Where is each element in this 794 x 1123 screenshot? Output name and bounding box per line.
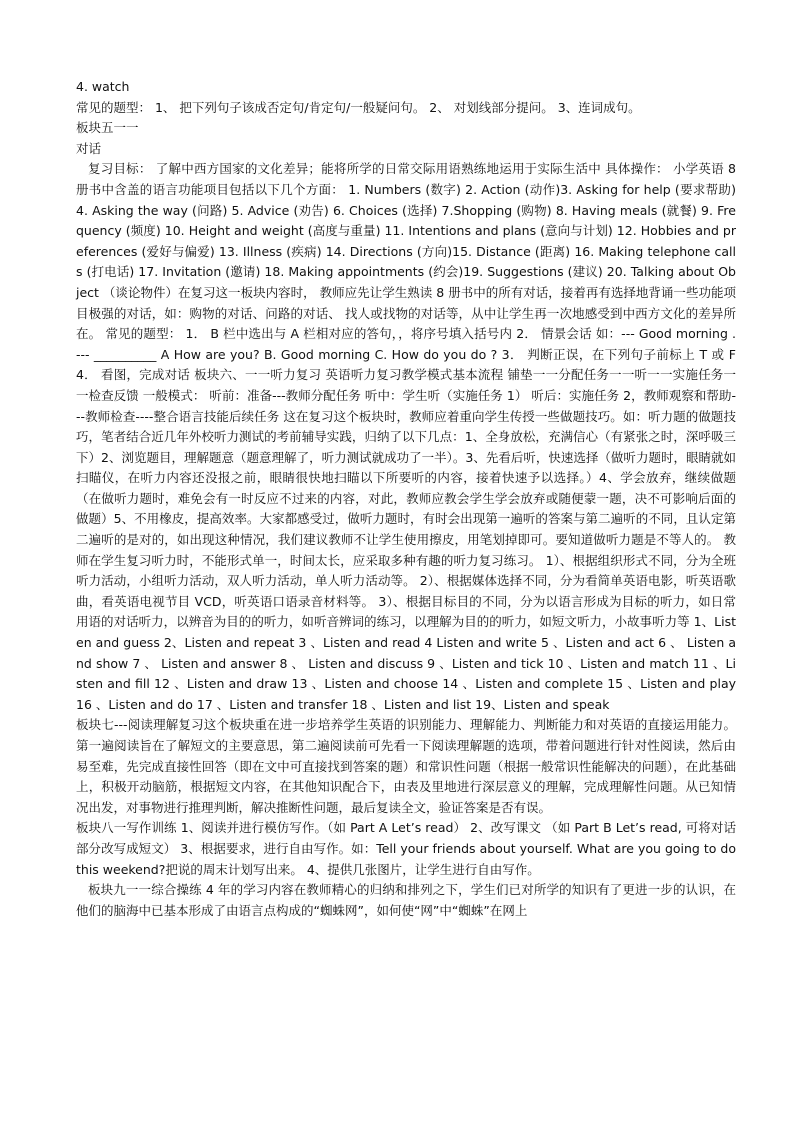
item-watch: 4. watch bbox=[76, 79, 130, 94]
comprehensive-practice-paragraph: 板块九一一综合操练 4 年的学习内容在教师精心的归纳和排列之下，学生们已对所学的知识有了更进一步的认识，在他们的脑海中已基本形成了由语言点构成的“蜘蛛网”，如何使“网”中“蜘蛛”在网上 bbox=[76, 882, 736, 918]
document-page bbox=[76, 77, 736, 921]
question-types-line: 常见的题型： 1、 把下列句子该成否定句/肯定句/一般疑问句。 2、 对划线部分提问。 3、连词成句。 bbox=[76, 99, 641, 115]
dialog-review-paragraph: 复习目标： 了解中西方国家的文化差异；能将所学的日常交际用语熟练地运用于实际生活中 具体操作： 小学英语 8 册书中含盖的语言功能项目包括以下几个方面： 1. Numbers (数字) 2. Action (动作)3. Asking for help (要求帮助) 4. Asking the way (问路) 5. Advice (劝告) 6. Choices (选择) 7.Shopping (购物) 8. Having meals (就餐) 9. Frequency (频度) 10. Height and weight (高度与重量) 11. Intentions and plans (意向与计划) 12. Hobbies and preferences (爱好与偏爱) 13. Illness (疾病) 14. Directions (方向)15. Distance (距离) 16. Making telephone calls (打电话) 17. Invitation (邀请) 18. Making appointments (约会)19. Suggestions (建议) 20. Talking about Object （谈论物件）在复习这一板块内容时， 教师应先让学生熟读 8 册书中的所有对话，接着再有选择地背诵一些功能项目极强的对话，如：购物的对话、问路的对话、 找人或找物的对话等，从中让学生再一次地感受到中西方文化的差异所在。 常见的题型： 1． B 栏中选出与 A 栏相对应的答句，，将序号填入括号内 2． 情景会话 如：--- Good morning . --- __________ A How are you? B. Good morning C. How do you do ? 3． 判断正误，在下列句子前标上 T 或 F 4． 看图，完成对话 板块六、一一听力复习 英语听力复习教学模式基本流程 铺垫一一分配任务一一听一一实施任务一一检查反馈 一般模式： 听前：准备---教师分配任务 听中：学生听（实施任务 1） 听后：实施任务 2，教师观察和帮助---教师检查----整合语言技能后续任务 这在复习这个板块时，教师应着重向学生传授一些做题技巧。如：听力题的做题技巧，笔者结合近几年外校听力测试的考前辅导实践，归纳了以下几点：1、全身放松，充满信心（有紧张之时，深呼吸三下）2、浏览题目，理解题意（题意理解了，听力测试就成功了一半）。3、先看后听，快速选择（做听力题时，眼睛就如扫瞄仪，在听力内容还没报之前，眼睛很快地扫瞄以下所要听的内容，接着快速予以选择。）4、学会放弃，继续做题（在做听力题时，难免会有一时反应不过来的内容，对此，教师应教会学生学会放弃或随便蒙一题，决不可影响后面的做题）5、不用橡皮，提高效率。大家都感受过，做听力题时，有时会出现第一遍听的答案与第二遍听的不同，且认定第二遍听的是对的，如出现这种情况，我们建议教师不让学生使用擦皮，用笔划掉即可。要知道做听力题是不等人的。 教师在学生复习听力时，不能形式单一，时间太长，应采取多种有趣的听力复习练习。 1）、根据组织形式不同，分为全班听力活动，小组听力活动，双人听力活动，单人听力活动等。 2）、根据媒体选择不同，分为看简单英语电影，听英语歌曲，看英语电视节目 VCD，听英语口语录音材料等。 3）、根据目标目的不同，分为以语言形成为目标的听力，如日常用语的对话听力，以辨音为目的的听力，如听音辨词的练习，以理解为目的的听力，如短文听力，小故事听力等 1、Listen and guess 2、Listen and repeat 3 、Listen and read 4 Listen and write 5 、Listen and act 6 、 Listen and show 7 、 Listen and answer 8 、 Listen and discuss 9 、Listen and tick 10 、Listen and match 11 、Listen and fill 12 、Listen and draw 13 、Listen and choose 14 、Listen and complete 15 、Listen and play 16 、Listen and do 17 、Listen and transfer 18 、Listen and list 19、Listen and speak bbox=[76, 161, 736, 712]
reading-review-paragraph: 板块七---阅读理解复习这个板块重在进一步培养学生英语的识别能力、理解能力、判断能力和对英语的直接运用能力。第一遍阅读旨在了解短文的主要意思，第二遍阅读前可先看一下阅读理解题的选项，带着问题进行针对性阅读，然后由易至难，先完成直接性回答（即在文中可直接找到答案的题）和常识性问题（根据一般常识性能解决的问题），在此基础上，积极开动脑筋，根据短文内容，在其他知识配合下，由表及里地进行深层意义的理解，完成理解性问题。从已知情况出发，对事物进行推理判断，解决推断性问题，最后复读全文，验证答案是否有误。 bbox=[76, 717, 736, 815]
writing-training-paragraph: 板块八一写作训练 1、阅读并进行模仿写作。（如 Part A Let’s read） 2、改写课文 （如 Part B Let’s read, 可将对话部分改写成短文） 3、根据要求，进行自由写作。如：Tell your friends about yourself. What are you going to do this weekend?把说的周末计划写出来。 4、提供几张图片，让学生进行自由写作。 bbox=[76, 820, 736, 877]
section-five-heading: 板块五一一 bbox=[76, 120, 139, 136]
dialog-heading: 对话 bbox=[76, 140, 102, 156]
